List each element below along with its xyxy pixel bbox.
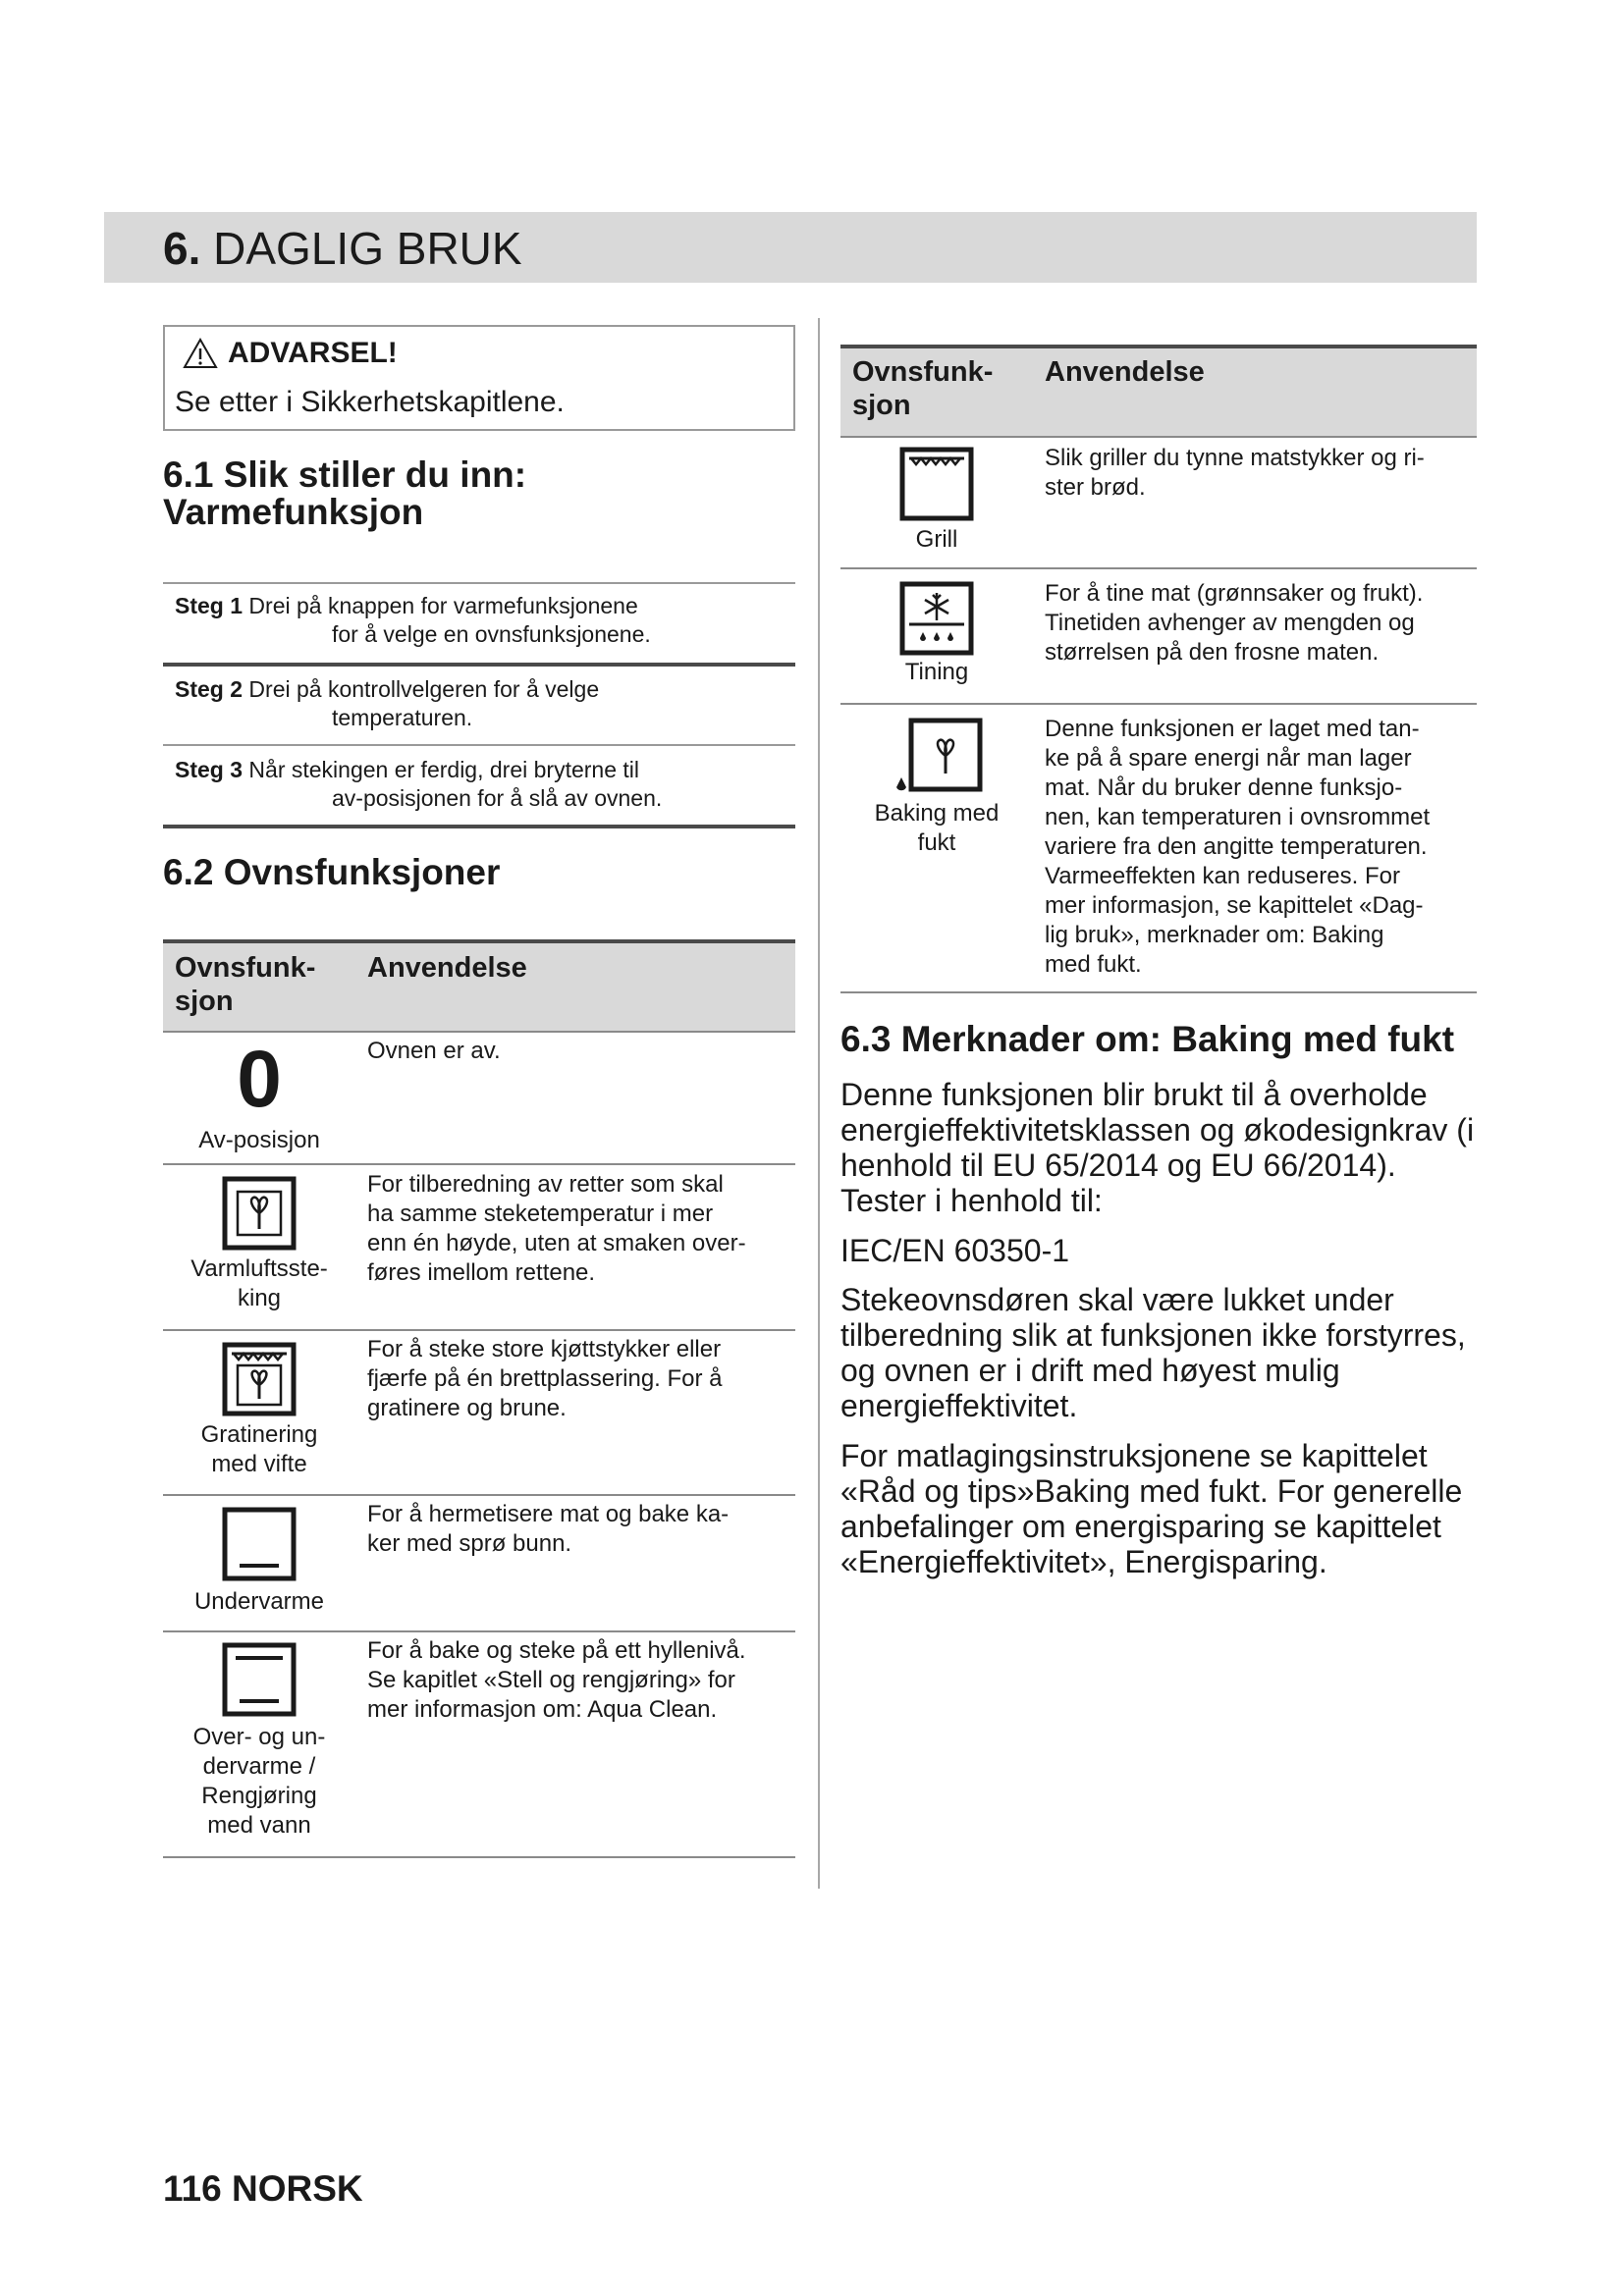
function-description [367, 1037, 789, 1066]
step-1-line2: for å velge en ovnsfunksjonene. [332, 621, 651, 647]
step-text-line1: Når stekingen er ferdig, drei bryterne til [248, 757, 639, 782]
step-divider [163, 744, 795, 746]
paragraph-line: henhold til EU 65/2014 og EU 66/2014). [840, 1148, 1396, 1183]
function-label [840, 799, 1033, 858]
desc-line: mer informasjon, se kapittelet «Dag- [1045, 892, 1424, 919]
step-divider [163, 825, 795, 828]
step-3-line2: av-posisjonen for å slå av ovnen. [332, 785, 663, 811]
column-header-usage: Anvendelse [1045, 356, 1205, 388]
moist-fan-baking-icon [890, 717, 984, 799]
table-row [163, 1036, 355, 1155]
column-header-function-line2: sjon [175, 986, 234, 1017]
step-label: Steg 1 [175, 593, 244, 618]
paragraph-line: tilberedning slik at funksjonen ikke forstyrres, [840, 1317, 1466, 1353]
desc-line: med fukt. [1045, 951, 1142, 978]
desc-line: lig bruk», merknader om: Baking [1045, 922, 1384, 948]
label-line: med vann [207, 1812, 311, 1839]
table-row [163, 1176, 355, 1313]
chapter-title [163, 224, 522, 273]
fan-heat-icon [222, 1176, 297, 1251]
paragraph-line: anbefalinger om energisparing se kapittelet [840, 1509, 1441, 1544]
row-divider [163, 1494, 795, 1496]
label-line: king [237, 1285, 282, 1311]
desc-line: ha samme steketemperatur i mer [367, 1201, 714, 1227]
row-divider [163, 1329, 795, 1331]
grill-icon [899, 447, 974, 521]
desc-line: Varmeeffekten kan reduseres. For [1045, 863, 1400, 889]
column-divider [818, 318, 820, 1889]
step-2-line2: temperaturen. [332, 705, 473, 730]
desc-line: ke på å spare energi når man lager [1045, 745, 1412, 772]
desc-line: Se kapitlet «Stell og rengjøring» for [367, 1667, 735, 1693]
label-line: Over- og un- [192, 1724, 326, 1750]
desc-line: nen, kan temperaturen i ovnsrommet [1045, 804, 1431, 830]
desc-line: For å hermetisere mat og bake ka- [367, 1501, 730, 1527]
row-divider [163, 1630, 795, 1632]
function-label: Av-posisjon [198, 1127, 320, 1153]
grill-fan-icon [222, 1342, 297, 1416]
warning-title [183, 336, 398, 371]
paragraph [840, 1282, 1477, 1423]
desc-line: størrelsen på den frosne maten. [1045, 639, 1380, 666]
desc-line: ster brød. [1045, 474, 1146, 501]
paragraph-line: energieffektivitetsklassen og økodesignkrav (i [840, 1112, 1475, 1148]
desc-line: Ovnen er av. [367, 1038, 501, 1064]
function-label: Tining [904, 659, 969, 685]
paragraph-line: energieffektivitet. [840, 1388, 1078, 1423]
paragraph-line: Denne funksjonen blir brukt til å overholde [840, 1077, 1428, 1112]
table-row [163, 1342, 355, 1479]
function-description [1045, 444, 1473, 503]
function-description [1045, 579, 1473, 667]
desc-line: For å steke store kjøttstykker eller [367, 1336, 722, 1362]
section-6-1-heading-line2: Varmefunksjon [163, 492, 424, 532]
row-divider [840, 436, 1477, 438]
function-label: Grill [915, 526, 958, 553]
step-divider [163, 663, 795, 667]
section-6-2-heading: 6.2 Ovnsfunksjoner [163, 852, 501, 892]
paragraph-line: og ovnen er i drift med høyest mulig [840, 1353, 1340, 1388]
row-divider [840, 703, 1477, 705]
label-line: dervarme / [202, 1753, 316, 1780]
desc-line: Tinetiden avhenger av mengden og [1045, 610, 1415, 636]
step-label: Steg 3 [175, 757, 244, 782]
section-6-3-heading: 6.3 Merknader om: Baking med fukt [840, 1019, 1455, 1059]
zero-icon: 0 [237, 1035, 282, 1124]
label-line: Gratinering [200, 1421, 318, 1448]
column-header-function-line2: sjon [852, 390, 911, 421]
top-bottom-heat-icon [222, 1642, 297, 1717]
paragraph-line: Tester i henhold til: [840, 1183, 1103, 1218]
warning-triangle-icon [183, 338, 218, 369]
row-divider [840, 567, 1477, 569]
function-label [163, 1723, 355, 1841]
label-line: Baking med [874, 800, 1000, 827]
step-1 [175, 592, 638, 620]
table-row [840, 717, 1033, 858]
section-6-1-heading-line1: 6.1 Slik stiller du inn: [163, 454, 527, 495]
desc-line: Denne funksjonen er laget med tan- [1045, 716, 1420, 742]
step-divider [163, 582, 795, 584]
desc-line: For å bake og steke på ett hyllenivå. [367, 1637, 746, 1664]
column-header-function [852, 355, 993, 422]
function-label: Undervarme [193, 1588, 325, 1615]
desc-line: For å tine mat (grønnsaker og frukt). [1045, 580, 1424, 607]
desc-line: mer informasjon om: Aqua Clean. [367, 1696, 718, 1723]
label-line: fukt [917, 829, 956, 856]
paragraph-line: Stekeovnsdøren skal være lukket under [840, 1282, 1394, 1317]
desc-line: gratinere og brune. [367, 1395, 567, 1421]
warning-title-text: ADVARSEL! [228, 337, 398, 369]
step-label: Steg 2 [175, 676, 244, 702]
step-2 [175, 675, 599, 704]
bottom-heat-icon [222, 1507, 297, 1581]
desc-line: mat. Når du bruker denne funksjo- [1045, 774, 1403, 801]
function-label [163, 1255, 355, 1313]
step-3 [175, 756, 639, 784]
desc-line: fjærfe på én brettplassering. For å [367, 1365, 723, 1392]
table-row [840, 447, 1033, 555]
function-description [367, 1335, 789, 1423]
row-divider [163, 1856, 795, 1858]
desc-line: ker med sprø bunn. [367, 1530, 572, 1557]
column-header-function-line1: Ovnsfunk- [852, 356, 994, 388]
row-divider [840, 991, 1477, 993]
section-6-1-heading [163, 456, 526, 531]
table-row [840, 581, 1033, 687]
function-description [367, 1500, 789, 1559]
row-divider [163, 1163, 795, 1165]
defrost-icon [899, 581, 974, 656]
label-line: Rengjøring [201, 1783, 317, 1809]
paragraph [840, 1438, 1477, 1579]
column-header-function-line1: Ovnsfunk- [175, 952, 316, 984]
step-text-line1: Drei på kontrollvelgeren for å velge [248, 676, 600, 702]
function-description [367, 1636, 789, 1725]
paragraph [840, 1077, 1477, 1218]
paragraph-line: For matlagingsinstruksjonene se kapittelet [840, 1438, 1428, 1473]
column-header-function [175, 951, 315, 1018]
function-label [163, 1420, 355, 1479]
step-text-line1: Drei på knappen for varmefunksjonene [248, 593, 638, 618]
paragraph-line: IEC/EN 60350-1 [840, 1233, 1070, 1268]
desc-line: For tilberedning av retter som skal [367, 1171, 724, 1198]
desc-line: føres imellom rettene. [367, 1259, 596, 1286]
page-footer: 116 NORSK [163, 2168, 363, 2209]
label-line: Varmluftsste- [190, 1255, 328, 1282]
chapter-number: 6. [163, 223, 201, 274]
paragraph-line: «Energieffektivitet», Energisparing. [840, 1544, 1327, 1579]
paragraph-line: «Råd og tips»Baking med fukt. For generelle [840, 1473, 1463, 1509]
desc-line: enn én høyde, uten at smaken over- [367, 1230, 746, 1256]
warning-text: Se etter i Sikkerhetskapitlene. [175, 386, 565, 418]
row-divider [163, 1031, 795, 1033]
table-row [163, 1642, 355, 1841]
label-line: med vifte [211, 1451, 307, 1477]
function-description [1045, 715, 1473, 980]
desc-line: variere fra den angitte temperaturen. [1045, 833, 1428, 860]
desc-line: Slik griller du tynne matstykker og ri- [1045, 445, 1425, 471]
function-description [367, 1170, 789, 1288]
column-header-usage: Anvendelse [367, 952, 527, 984]
table-row [163, 1507, 355, 1617]
chapter-title-text: DAGLIG BRUK [213, 223, 522, 274]
paragraph [840, 1233, 1477, 1268]
